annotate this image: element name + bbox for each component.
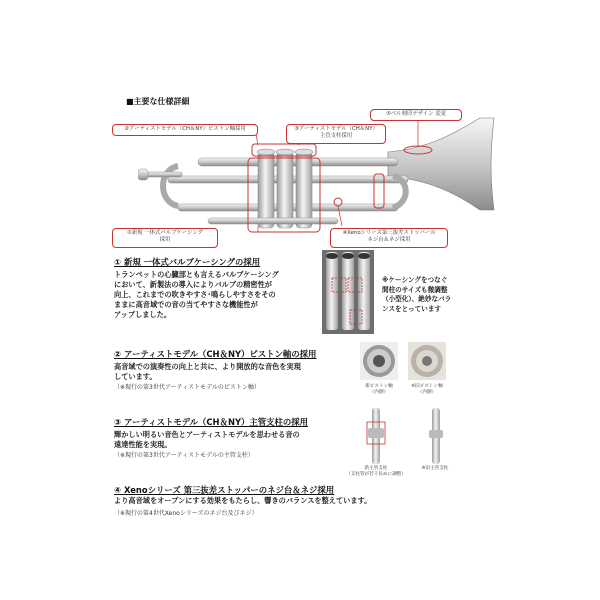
section-3-title: ③ アーティストモデル（CH＆NY）主管支柱の採用 xyxy=(114,417,309,427)
new-brace-photo xyxy=(366,408,386,464)
caption-old-piston: ※旧ピストン軸 （内側） xyxy=(411,384,443,395)
section-1-side-note: ※ケーシングをつなぐ 間柱のサイズも微調整 （小型化）、絶妙なバラ ンスをとっています xyxy=(382,276,452,313)
section-3-body: 輝かしい明るい音色とアーティストモデルを思わせる音の 遠達性能を実現。 xyxy=(114,430,300,449)
section-1-title: ① 新規 一体式バルブケーシングの採用 xyxy=(114,257,261,267)
caption-new-brace: 新主管支柱 （支柱管が若干長めに調整） xyxy=(346,466,406,477)
section-1-body: トランペットの心臓部とも言えるバルブケーシング において、新製法の導入によりバルブの精密性が 向上、これまでの吹きやすさ･鳴らしやすさをその ままに高音域での音の当てやすさな機能性が アップしました。 xyxy=(114,270,279,319)
caption-new-piston: 新ピストン軸 （内側） xyxy=(365,384,393,395)
callout-stopper-screw: ④Xenoシリーズ第三抜差ストッパーの ネジ台＆ネジ採用 xyxy=(330,228,448,248)
page-heading: ■主要な仕様詳細 xyxy=(126,97,190,106)
section-4-body: より高音域をオープンにする効果をもたらし、響きのバランスを整えています。 xyxy=(114,496,372,505)
section-2-body: 高音域での演奏性の向上と共に、より開放的な音色を実現 しています。 xyxy=(114,362,301,381)
new-piston-shaft-photo xyxy=(360,342,398,380)
section-4-title: ④ Xenoシリーズ 第三抜差ストッパーのネジ台＆ネジ採用 xyxy=(114,485,335,495)
section-3-note: （※現行の第3世代アーティストモデルの主管支柱） xyxy=(114,452,254,459)
section-4-note: （※現行の第4世代Xenoシリーズのネジ台及びネジ） xyxy=(114,510,258,517)
callout-bell-engraving: ⑤ベル刻印デザイン 変更 xyxy=(370,109,462,121)
section-2-note: （※現行の第3世代アーティストモデルのピストン軸） xyxy=(114,384,260,391)
callout-piston-shaft: ②アーティストモデル（CH＆NY）ピストン軸採用 xyxy=(112,124,258,136)
section-2-title: ② アーティストモデル（CH＆NY）ピストン軸の採用 xyxy=(114,349,317,359)
old-brace-photo xyxy=(426,408,446,464)
old-piston-shaft-photo xyxy=(408,342,446,380)
callout-main-brace: ③アーティストモデル（CH＆NY） 主管支柱採用 xyxy=(286,124,386,144)
caption-old-brace: ※旧主管支柱 xyxy=(421,466,449,471)
valve-casing-photo xyxy=(322,250,374,334)
callout-valve-casing: ①新規 一体式バルブケーシング 採用 xyxy=(112,228,218,248)
